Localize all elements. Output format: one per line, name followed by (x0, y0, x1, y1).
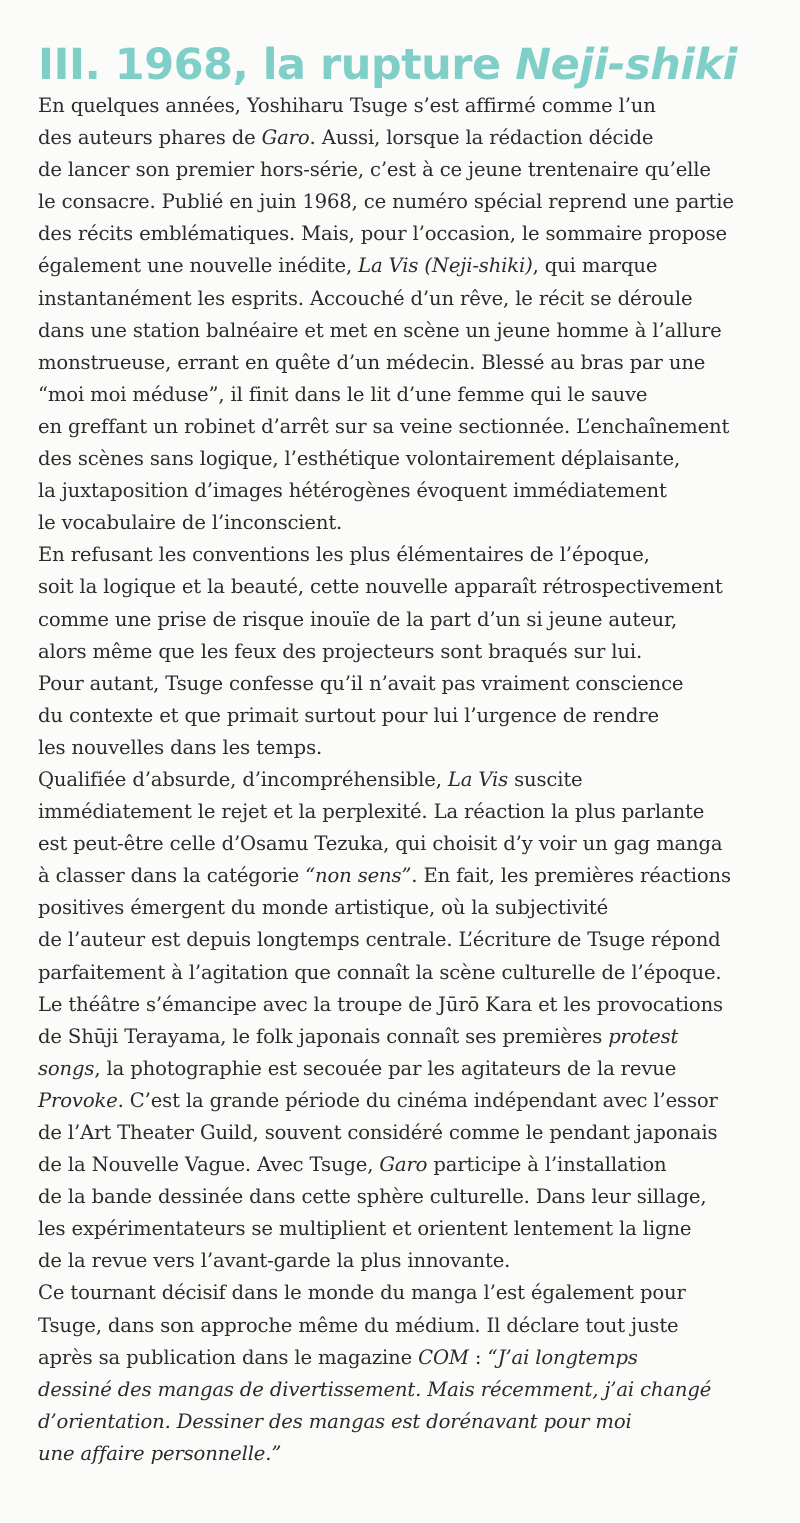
text-line (38, 604, 768, 636)
text-line (38, 989, 768, 1021)
italic-run: protest (608, 1024, 679, 1048)
text-run: après sa publication dans le magazine (38, 1345, 419, 1369)
text-line (38, 1406, 768, 1438)
section-title (38, 38, 737, 92)
text-line (38, 668, 768, 700)
italic-run: une affaire personnelle.” (38, 1441, 282, 1465)
text-run: le vocabulaire de l’inconscient. (38, 511, 343, 535)
text-line (38, 347, 768, 379)
italic-run: “J’ai longtemps (487, 1345, 638, 1369)
text-run: : (468, 1345, 488, 1369)
text-line (38, 636, 768, 668)
text-line (38, 700, 768, 732)
text-line (38, 90, 768, 122)
text-line (38, 443, 768, 475)
text-run: . Aussi, lorsque la rédaction décide (309, 126, 654, 150)
text-run: En quelques années, Yoshiharu Tsuge s’est affirmé comme l’un (38, 94, 656, 117)
text-line (38, 892, 768, 924)
text-line (38, 571, 768, 603)
italic-run: d’orientation. Dessiner des mangas est dorénavant pour moi (38, 1409, 632, 1433)
text-line (38, 1085, 768, 1117)
text-run: la juxtaposition d’images hétérogènes évoquent immédiatement (38, 479, 667, 503)
text-run: les nouvelles dans les temps. (38, 735, 323, 759)
text-line (38, 1374, 768, 1406)
text-run: des scènes sans logique, l’esthétique volontairement déplaisante, (38, 447, 681, 471)
text-run: des récits emblématiques. Mais, pour l’occasion, le sommaire propose (38, 222, 727, 246)
italic-run: “non sens” (305, 864, 412, 888)
article-body (38, 90, 768, 1470)
text-line (38, 539, 768, 571)
text-run: participe à l’installation (427, 1153, 667, 1177)
text-run: de lancer son premier hors-série, c’est à ce jeune trentenaire qu’elle (38, 158, 711, 182)
text-line (38, 1149, 768, 1181)
text-line (38, 1245, 768, 1277)
text-line (38, 507, 768, 539)
text-line (38, 218, 768, 250)
text-run: soit la logique et la beauté, cette nouvelle apparaît rétrospectivement (38, 575, 723, 599)
text-run: , la photographie est secouée par les agitateurs de la revue (94, 1056, 677, 1080)
text-line (38, 1053, 768, 1085)
italic-run: Provoke (38, 1088, 118, 1112)
text-run: Tsuge, dans son approche même du médium. Il déclare tout juste (38, 1313, 679, 1337)
text-run: de l’Art Theater Guild, souvent considéré comme le pendant japonais (38, 1121, 718, 1144)
text-run: de la revue vers l’avant-garde la plus innovante. (38, 1249, 511, 1273)
text-run: Qualifiée d’absurde, d’incompréhensible, (38, 767, 448, 791)
italic-run: songs (38, 1056, 95, 1080)
text-line (38, 957, 768, 989)
text-line (38, 1117, 768, 1149)
text-line (38, 1342, 768, 1374)
text-run: comme une prise de risque inouïe de la part d’un si jeune auteur, (38, 607, 678, 631)
text-line (38, 411, 768, 443)
text-line (38, 1310, 768, 1342)
italic-run: Garo (261, 126, 310, 150)
text-run: En refusant les conventions les plus élémentaires de l’époque, (38, 543, 650, 567)
text-line (38, 283, 768, 315)
text-run: Pour autant, Tsuge confesse qu’il n’avait pas vraiment conscience (38, 671, 684, 695)
text-run: de Shūji Terayama, le folk japonais connaît ses premières (38, 1024, 609, 1048)
text-line (38, 796, 768, 828)
text-line (38, 1021, 768, 1053)
text-run: les expérimentateurs se multiplient et orientent lentement la ligne (38, 1217, 692, 1241)
text-run: le consacre. Publié en juin 1968, ce numéro spécial reprend une partie (38, 190, 734, 214)
text-run: positives émergent du monde artistique, où la subjectivité (38, 896, 609, 920)
section-title-italic: Neji-shiki (515, 40, 737, 90)
text-line (38, 475, 768, 507)
text-line (38, 1277, 768, 1309)
text-line (38, 1213, 768, 1245)
text-line (38, 732, 768, 764)
text-run: suscite (508, 767, 583, 791)
text-run: instantanément les esprits. Accouché d’un rêve, le récit se déroule (38, 286, 693, 310)
text-line (38, 1181, 768, 1213)
text-line (38, 860, 768, 892)
text-run: de l’auteur est depuis longtemps centrale. L’écriture de Tsuge répond (38, 928, 721, 952)
text-run: immédiatement le rejet et la perplexité. La réaction la plus parlante (38, 800, 705, 824)
text-line (38, 250, 768, 282)
text-run: de la bande dessinée dans cette sphère culturelle. Dans leur sillage, (38, 1185, 707, 1209)
text-line (38, 186, 768, 218)
text-run: “moi moi méduse”, il finit dans le lit d’une femme qui le sauve (38, 382, 648, 406)
text-line (38, 154, 768, 186)
text-run: du contexte et que primait surtout pour lui l’urgence de rendre (38, 703, 659, 727)
text-line (38, 924, 768, 956)
italic-run: Garo (379, 1153, 428, 1177)
italic-run: La Vis (Neji-shiki) (358, 254, 533, 278)
text-run: . En fait, les premières réactions (411, 864, 731, 888)
text-line (38, 828, 768, 860)
italic-run: COM (418, 1345, 469, 1369)
italic-run: dessiné des mangas de divertissement. Mais récemment, j’ai changé (38, 1377, 712, 1401)
text-run: , qui marque (532, 254, 658, 278)
text-line (38, 122, 768, 154)
text-run: également une nouvelle inédite, (38, 254, 359, 278)
text-run: est peut-être celle d’Osamu Tezuka, qui choisit d’y voir un gag manga (38, 832, 723, 856)
italic-run: La Vis (447, 767, 509, 791)
text-run: parfaitement à l’agitation que connaît la scène culturelle de l’époque. (38, 960, 722, 984)
text-run: Ce tournant décisif dans le monde du manga l’est également pour (38, 1281, 686, 1305)
text-run: monstrueuse, errant en quête d’un médecin. Blessé au bras par une (38, 350, 706, 374)
text-line (38, 1438, 768, 1470)
text-run: alors même que les feux des projecteurs sont braqués sur lui. (38, 639, 643, 663)
text-run: dans une station balnéaire et met en scène un jeune homme à l’allure (38, 318, 722, 342)
text-line (38, 764, 768, 796)
text-run: des auteurs phares de (38, 126, 262, 150)
section-title-main: III. 1968, la rupture (38, 40, 516, 90)
text-line (38, 379, 768, 411)
text-run: de la Nouvelle Vague. Avec Tsuge, (38, 1153, 380, 1177)
text-run: Le théâtre s’émancipe avec la troupe de Jūrō Kara et les provocations (38, 992, 723, 1016)
text-run: à classer dans la catégorie (38, 864, 306, 888)
text-line (38, 315, 768, 347)
text-run: en greffant un robinet d’arrêt sur sa veine sectionnée. L’enchaînement (38, 414, 730, 438)
text-run: . C’est la grande période du cinéma indépendant avec l’essor (117, 1088, 718, 1112)
